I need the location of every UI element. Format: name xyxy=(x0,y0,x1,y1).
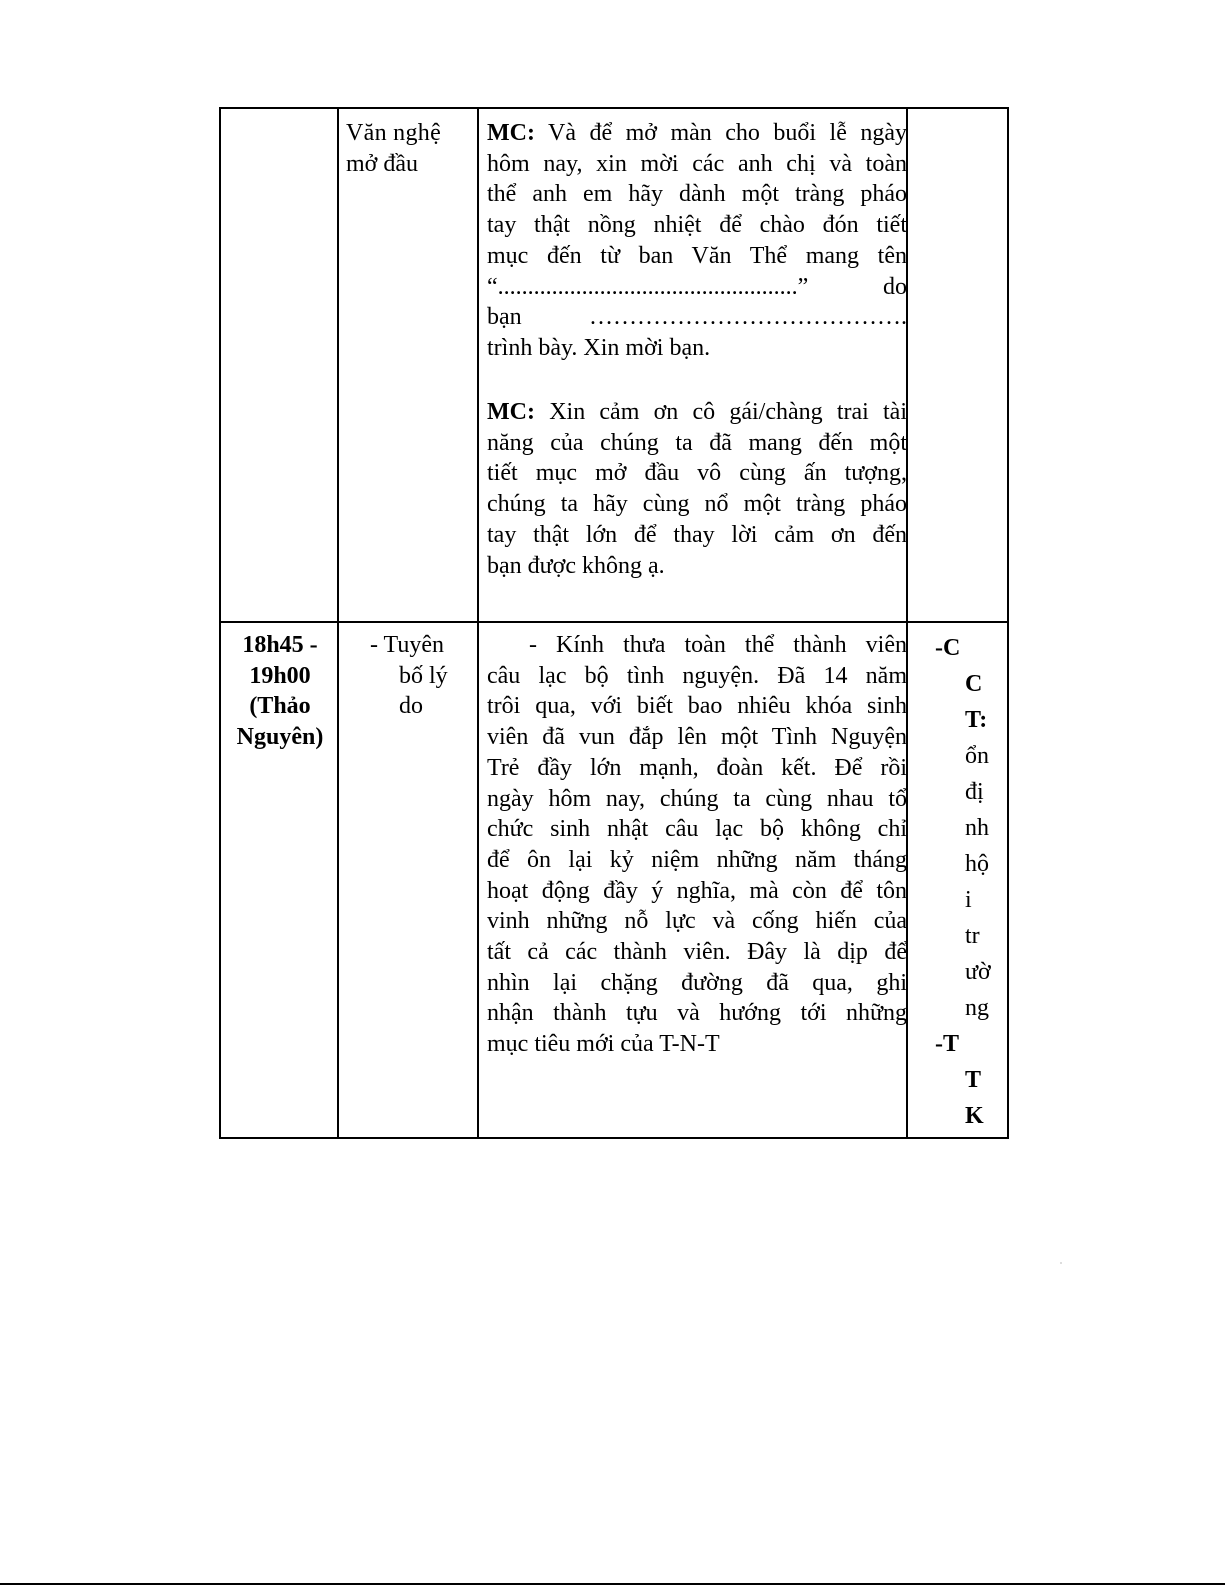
notes-fragment: i xyxy=(965,887,972,913)
notes-fragment: T xyxy=(965,1067,982,1093)
script-text: trôi qua, với biết bao nhiêu khóa sinh xyxy=(487,693,907,720)
script-line xyxy=(487,210,907,241)
script-text: chức sinh nhật câu lạc bộ không chỉ xyxy=(487,816,907,843)
script-text: hoạt động đầy ý nghĩa, mà còn để tôn xyxy=(487,877,907,904)
script-line xyxy=(487,149,907,180)
script-line xyxy=(487,630,907,661)
script-line xyxy=(487,489,907,520)
row2-activity-line: bố lý xyxy=(399,662,448,689)
script-text: câu lạc bộ tình nguyện. Đã 14 năm xyxy=(487,662,907,689)
script-text: - Kính thưa toàn thể thành viên xyxy=(529,632,907,658)
row2-script xyxy=(487,630,907,1060)
script-line xyxy=(487,876,907,907)
script-line xyxy=(487,520,907,551)
script-line xyxy=(487,753,907,784)
script-text: nhìn lại chặng đường đã qua, ghi xyxy=(487,969,907,996)
script-text: viên đã vun đắp lên một Tình Nguyện xyxy=(487,724,907,751)
row2-time-line: 19h00 xyxy=(249,662,311,689)
notes-fragment: T: xyxy=(965,707,988,733)
row2-time-line: 18h45 - xyxy=(242,632,318,658)
mc-label: MC: xyxy=(487,120,535,146)
script-line xyxy=(487,118,907,149)
script-line xyxy=(487,1029,907,1060)
script-text: hôm nay, xin mời các anh chị và toàn xyxy=(487,150,907,177)
row1-activity xyxy=(346,118,472,179)
script-line xyxy=(487,814,907,845)
script-line xyxy=(487,179,907,210)
script-text: mục đến từ ban Văn Thể mang tên xyxy=(487,242,907,269)
script-text: Xin cảm ơn cô gái/chàng trai tài xyxy=(534,399,907,425)
row2-time-line: (Thảo xyxy=(249,693,311,720)
script-line xyxy=(487,998,907,1029)
script-line xyxy=(487,397,907,428)
script-text: mục tiêu mới của T-N-T xyxy=(487,1031,720,1058)
row1-activity-line: Văn nghệ xyxy=(346,120,442,146)
script-text: năng của chúng ta đã mang đến một xyxy=(487,429,907,456)
script-line xyxy=(487,302,907,333)
row2-time xyxy=(226,630,334,753)
notes-fragment: nh xyxy=(965,815,989,841)
script-text: tiết mục mở đầu vô cùng ấn tượng, xyxy=(487,460,907,487)
row1-activity-line: mở đầu xyxy=(346,150,419,177)
script-line xyxy=(487,845,907,876)
row2-activity-line: - Tuyên xyxy=(370,632,445,658)
scan-speck xyxy=(1060,1262,1062,1264)
script-line xyxy=(487,968,907,999)
notes-fragment: C xyxy=(965,671,983,697)
notes-fragment: -C xyxy=(935,635,961,661)
script-line xyxy=(487,333,907,364)
script-text: vinh những nỗ lực và cống hiến của xyxy=(487,908,907,935)
row2-time-line: Nguyên) xyxy=(236,724,324,751)
notes-fragment: hộ xyxy=(965,851,989,877)
script-text: bạn …………………………………. xyxy=(487,304,907,331)
script-text: ngày hôm nay, chúng ta cùng nhau tổ xyxy=(487,785,907,812)
row2-activity-line: do xyxy=(399,693,423,719)
script-text: Trẻ đầy lớn mạnh, đoàn kết. Để rồi xyxy=(487,754,907,781)
notes-fragment: -T xyxy=(935,1031,959,1057)
notes-fragment: K xyxy=(965,1103,984,1129)
script-text: “..................................................” do xyxy=(487,273,907,300)
notes-fragment: ng xyxy=(965,995,989,1021)
script-text: Và để mở màn cho buổi lễ ngày xyxy=(534,120,907,146)
script-line xyxy=(487,551,907,582)
table-border-left xyxy=(219,107,221,1139)
script-line xyxy=(487,241,907,272)
notes-fragment: ổn xyxy=(965,743,989,769)
notes-fragment: ườ xyxy=(965,959,991,985)
script-text: nhận thành tựu và hướng tới những xyxy=(487,1000,907,1027)
script-line xyxy=(487,428,907,459)
script-text: tất cả các thành viên. Đây là dịp để xyxy=(487,939,907,966)
script-line xyxy=(487,691,907,722)
row1-script-para2 xyxy=(487,397,907,581)
script-text: trình bày. Xin mời bạn. xyxy=(487,334,711,361)
script-text: để ôn lại kỷ niệm những năm tháng xyxy=(487,846,907,873)
script-text: thể anh em hãy dành một tràng pháo xyxy=(487,181,907,208)
row2-activity xyxy=(370,630,470,722)
script-line xyxy=(487,458,907,489)
table-col-divider-1 xyxy=(337,107,339,1139)
row2-notes xyxy=(935,630,1005,1134)
notes-fragment: đị xyxy=(965,779,984,805)
mc-label: MC: xyxy=(487,399,535,425)
script-text: tay thật nồng nhiệt để chào đón tiết xyxy=(487,212,907,239)
script-text: tay thật lớn để thay lời cảm ơn đến xyxy=(487,521,907,548)
script-line xyxy=(487,906,907,937)
table-border-right xyxy=(1007,107,1009,1139)
script-text: chúng ta hãy cùng nổ một tràng pháo xyxy=(487,491,907,518)
notes-fragment: tr xyxy=(965,923,980,949)
script-line xyxy=(487,937,907,968)
script-text: bạn được không ạ. xyxy=(487,552,665,579)
script-line xyxy=(487,661,907,692)
script-line xyxy=(487,784,907,815)
script-line xyxy=(487,272,907,303)
table-col-divider-2 xyxy=(477,107,479,1139)
script-line xyxy=(487,722,907,753)
row1-script-para1 xyxy=(487,118,907,364)
